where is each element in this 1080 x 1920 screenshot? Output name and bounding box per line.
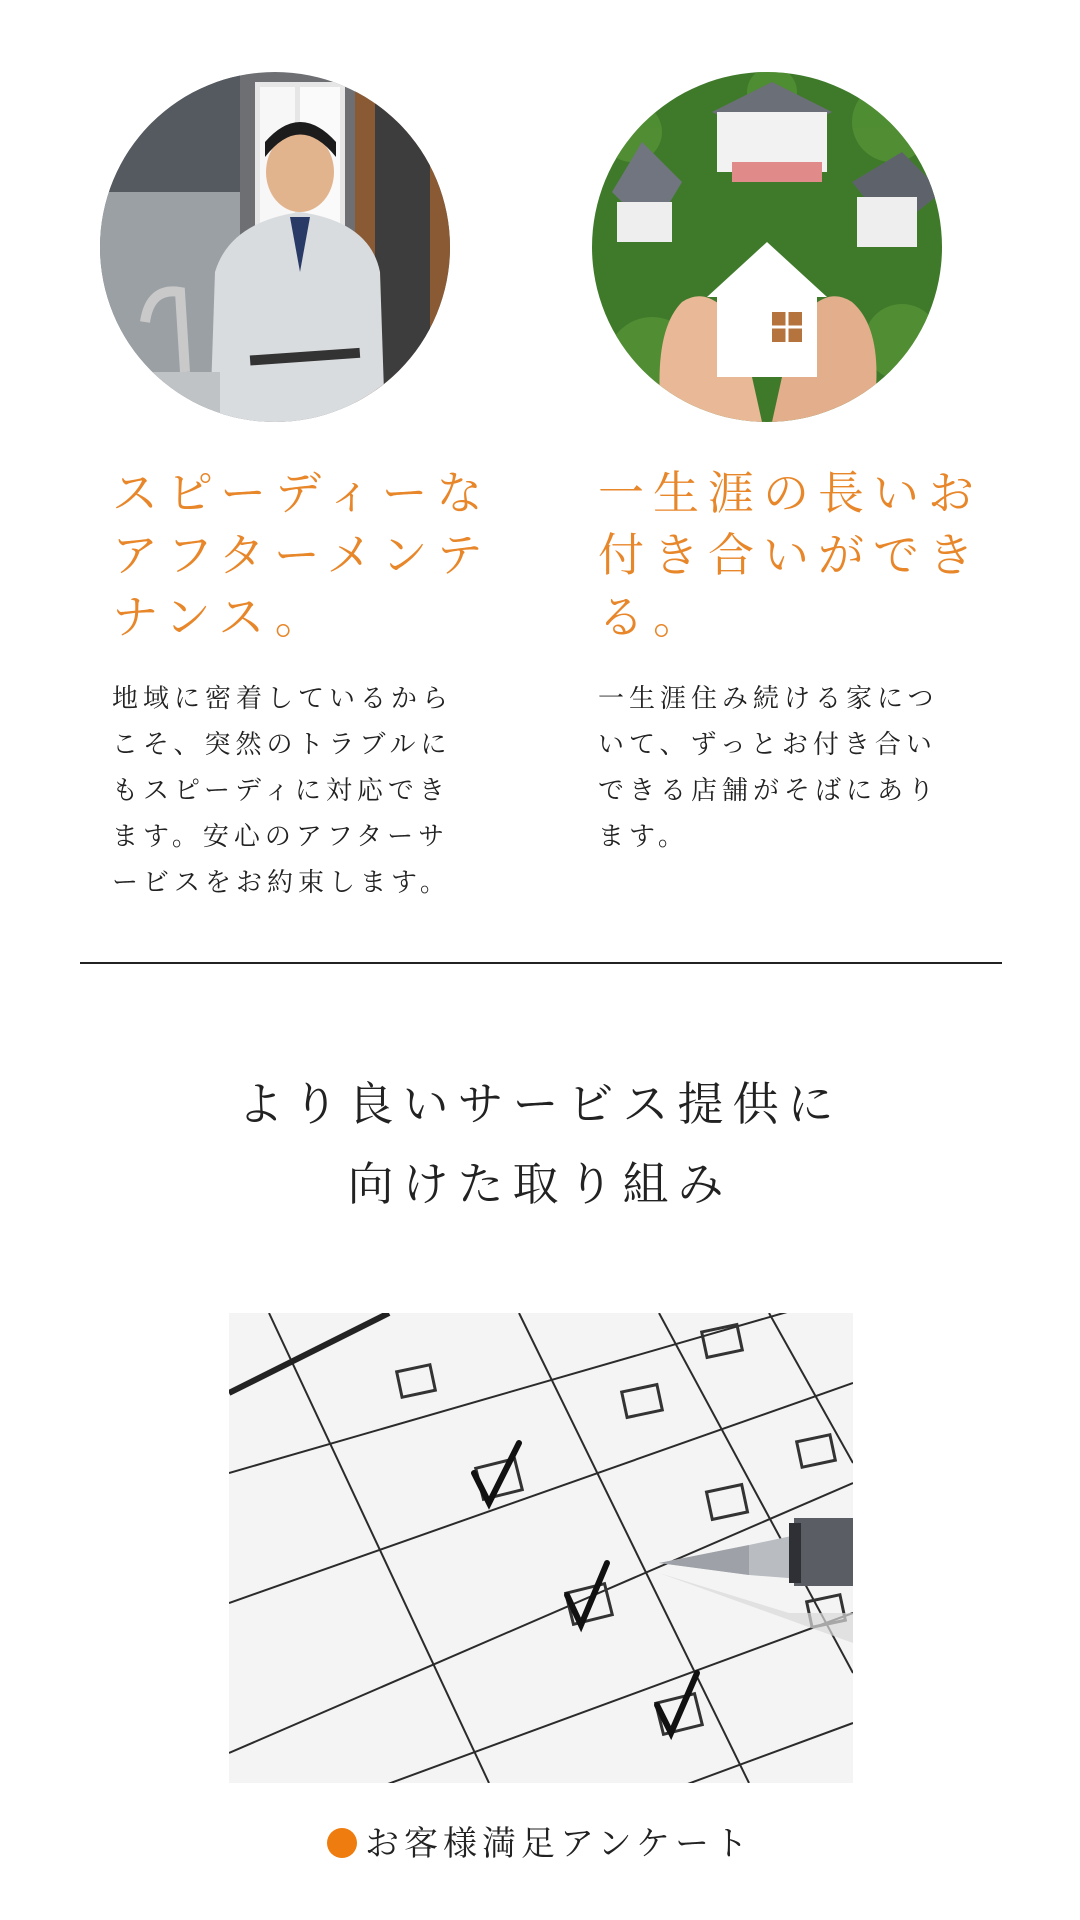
section-divider [80,962,1002,964]
feature-title-line: ナンス。 [112,590,330,644]
feature-body-line: ービスをお約束します。 [112,868,451,898]
feature-title-lifelong [598,462,983,648]
section-title-line: 向けた取り組み [347,1157,733,1211]
feature-title-line: スピーディーな [112,466,492,520]
feature-body-line: こそ、突然のトラブルに [112,730,452,760]
section-title-line: より良いサービス提供に [237,1077,843,1131]
feature-body-line: できる店舗がそばにあり [598,776,940,806]
feature-body-lifelong [598,676,939,860]
bullet-dot-icon [327,1828,357,1858]
houses-in-hands-image [592,72,942,422]
section-title [0,1064,1080,1224]
feature-title-line: 一生涯の長いお [598,466,983,520]
feature-body-line: ます。 [598,822,689,852]
feature-title-line: アフターメンテ [112,528,492,582]
survey-checklist-image [229,1313,853,1783]
feature-body-line: 地域に密着しているから [112,684,454,714]
feature-title-line: 付き合いができ [598,528,983,582]
maintenance-worker-image [100,72,450,422]
feature-body-line: ます。安心のアフターサ [112,822,450,852]
feature-body-line: もスピーディに対応でき [112,776,450,806]
feature-title-line: る。 [598,590,708,644]
survey-caption-text: お客様満足アンケート [365,1824,753,1864]
feature-body-line: いて、ずっとお付き合い [598,730,937,760]
feature-title-speedy [112,462,491,648]
feature-body-speedy [112,676,453,906]
feature-body-line: 一生涯住み続ける家につ [598,684,939,714]
survey-caption [0,1816,1080,1865]
